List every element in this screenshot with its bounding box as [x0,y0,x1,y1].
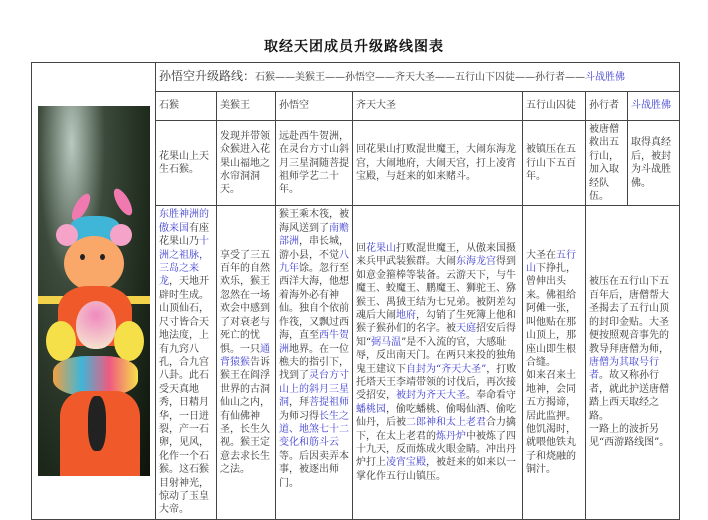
highlighted-term: 灵台方寸山上的斜月三星洞 [279,370,349,409]
route-separator: —— [515,71,536,83]
stage-summary: 取得真经后，被封为斗战胜佛。 [628,121,680,206]
stage-detail [276,206,353,519]
route-stages [255,72,625,83]
stage-summary: 被镇压在五行山下五百年。 [523,121,586,206]
highlighted-term: 二郎神和太上老君 [406,417,486,429]
stage-summary: 花果山上天生石猴。 [156,121,217,206]
detail-text: 下挣扎，曾伸出头来。佛祖给阿傩一张，叫他贴在那山顶上，那座山即生根合缝。 [526,263,576,368]
route-stage: 孙行者 [535,71,566,83]
stage-header: 美猴王 [217,92,276,121]
detail-text: 大圣在 [526,249,556,261]
detail-text: 回 [356,242,366,254]
highlighted-term: 自封为“齐天大圣” [406,363,487,375]
route-stage: 美猴王 [295,71,326,83]
detail-text: 打败混世魔王，从傲来国摄来兵甲武装猴群。大闹 [356,242,516,268]
stage-detail [217,206,276,519]
detail-text: ，天地开辟时生成。山顶仙石，尺寸皆合天地法度，上有九窍八孔，合九宫八卦。此石受天真地秀，日精月华，一日迸裂，产一石卵，见风，化作一个石猴。这石猴目射神光，惊动了玉皇大帝。 [159,276,209,516]
stage-detail [586,206,680,519]
route-separator: —— [275,71,296,83]
route-separator: —— [375,71,396,83]
detail-text: 馀。忽行至西洋大海，他想着海外必有神仙。独自个依前作筏，又飘过西海，直至 [279,263,349,342]
route-stage: 孙悟空 [345,71,376,83]
detail-text: 猴王乘木筏，被海风送到了 [279,209,349,234]
stage-header: 斗战胜佛 [628,92,680,121]
detail-text: 。故又称孙行者，就此护送唐僧踏上西天取经之路。 [589,370,669,422]
route-stage: 齐天大圣 [395,71,436,83]
highlighted-term: 通背猿猴 [220,343,270,368]
detail-text: 地界。在一位樵夫的指引下，找到了 [279,343,349,382]
detail-text: ，串长城，游小县，不觉 [279,236,349,261]
stage-summary: 发现并带领众猴进入花果山福地之水帘洞洞天。 [217,121,276,206]
stage-summary: 被唐僧救出五行山，加入取经队伍。 [586,121,628,206]
detail-text: 被压在五行山下五百年后，唐僧帮大圣揭去了五行山顶的封印金贴。大圣便按照观音事先的教导拜唐僧为师， [589,276,669,355]
highlighted-term: 唐僧为其取号行者 [589,356,659,382]
route-separator: —— [565,71,586,83]
detail-text: ，勾销了生死簿上他和猴子猴孙们的名字。被 [356,309,516,335]
highlighted-term: 五行山 [526,249,576,275]
monkey-king-photo-cell [32,63,156,520]
highlighted-term: 弼马温 [371,336,402,348]
stage-detail [156,206,217,519]
detail-text: 合力擒下，在太上老君的 [356,417,516,442]
detail-text: 告诉猴王在阎浮世界的古洞仙山之内，有仙佛神圣，长生久视。猴王定意去求长生之法。 [220,356,270,476]
highlighted-term: 蟠桃园 [356,403,386,415]
highlighted-term: 八九年 [279,249,349,275]
highlighted-term: 菩提祖师 [309,397,349,409]
route-stage: 五行山下囚徒 [455,71,516,83]
stage-header: 石猴 [156,92,217,121]
upgrade-route-table [31,62,680,520]
detail-text: ，打败托塔天王李靖带领的讨伐后，再次接受招安， [356,363,517,402]
detail-text: ，被赶来的如来以一掌化作五行山镇压。 [356,457,516,482]
stage-header: 孙行者 [586,92,628,121]
highlighted-term: 凌宵宝殿 [386,457,426,469]
detail-text: 等。后因卖弄本事，被逐出师门。 [279,450,349,489]
highlighted-term: 长生之道、地煞七十二变化和筋斗云 [279,410,349,449]
stage-summary: 回花果山打败混世魔王，大闹东海龙宫，大闹地府，大闹天宫，打上凌宵宝殿，与赶来的如来赌斗。 [353,121,523,206]
highlighted-term: 南赡部洲 [279,222,349,248]
highlighted-term: 花果山 [366,242,396,254]
stage-header: 孙悟空 [276,92,353,121]
stage-summary: 远赴西牛贺洲，在灵台方寸山斜月三星洞随菩提祖师学艺二十年。 [276,121,353,206]
detail-text: 。奉命看守 [466,390,516,402]
detail-text: ，偷吃蟠桃、偷喝仙酒、偷吃仙丹，后被 [356,403,516,429]
stage-detail [523,206,586,519]
highlighted-term: 炼丹炉 [436,430,466,442]
detail-text: ”是不入流的官，大感耻辱，反出南天门。在两只来投的独角鬼王建议下 [356,336,516,375]
stage-detail [353,206,523,519]
detail-text: 为师习得 [279,410,319,422]
highlighted-term: 天庭 [456,323,476,335]
detail-text: 如来召来土地神，会同五方揭谛，居此监押。他饥渴时，就喂他铁丸子和烧融的铜汁。 [526,370,576,476]
route-summary-row [156,63,680,92]
route-stage: 斗战胜佛 [585,71,626,83]
highlighted-term: 地府 [396,309,416,321]
highlighted-term: 东海龙宫 [456,256,496,268]
monkey-king-figurine-photo [38,106,150,476]
highlighted-term: 东胜神洲的傲来国 [159,209,209,234]
detail-text: 得到如意金箍棒等装备。云游天下，与牛魔王、蛟魔王、鹏魔王、狮驼王、猕猴王、禺狨王结为七兄弟。被阴差勾魂后大闹 [356,256,516,321]
highlighted-term: 西牛贺洲 [279,330,349,355]
route-separator: —— [435,71,456,83]
stage-header: 齐天大圣 [353,92,523,121]
route-separator: —— [325,71,346,83]
detail-text: 有座花果山乃 [159,222,209,248]
detail-text: 中被炼了四十九天，反而炼成火眼金睛。冲出丹炉打上 [356,430,516,469]
detail-text: ，拜 [289,397,309,409]
detail-text: 招安后得知“ [356,323,516,348]
highlighted-term: 被封为齐天大圣 [396,390,466,402]
route-stage: 石猴 [255,71,276,83]
detail-text: 享受了三五百年的自然欢乐，猴王忽然在一场欢会中感到了对衰老与死亡的忧惧。一只 [220,249,270,355]
highlighted-term: 十洲之祖脉，三岛之来龙 [159,236,209,288]
route-label: 孙悟空升级路线： [159,68,256,83]
stage-header: 五行山囚徒 [523,92,586,121]
page-title: 取经天团成员升级路线图表 [264,39,444,55]
detail-text: 一路上的波折另见“西游路线图”。 [589,423,670,449]
